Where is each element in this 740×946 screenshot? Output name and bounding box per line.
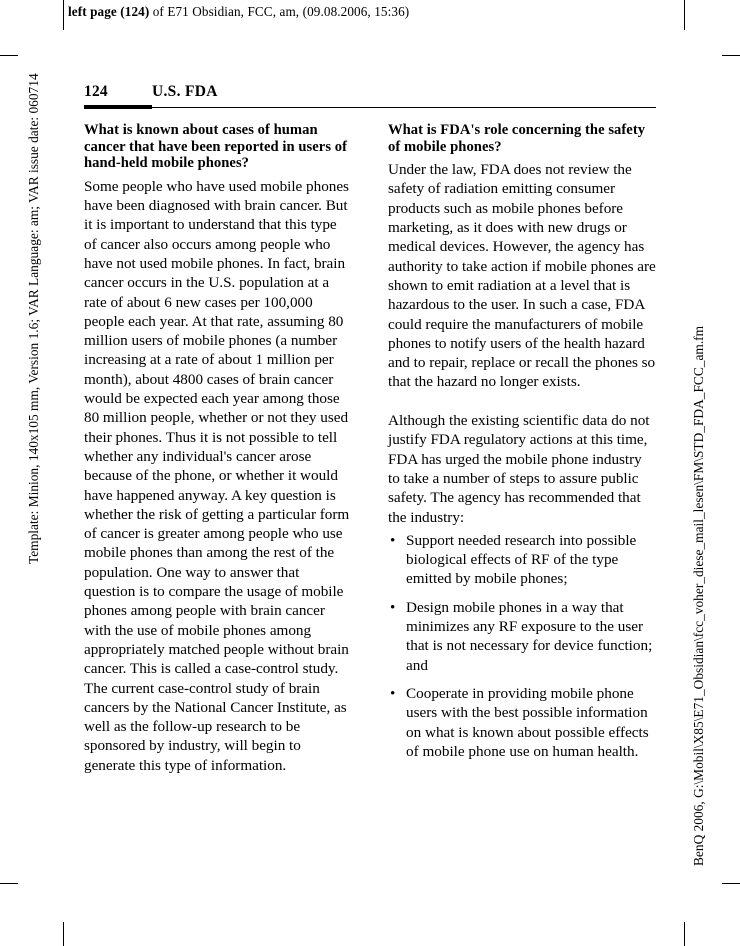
paragraph: Some people who have used mobile phones have been diagnosed with brain cancer. But it is important to understand that this type of cancer also occurs among people who have not used mobile phones. In fact, brain cancer occurs in the U.S. population at a rate of about 6 new cases per 100,000 people each year. At that rate, assuming 80 million users of mobile phones (a number increasing at a rate of about 1 million per month), about 4800 cases of brain cancer would be expected each year among those 80 million people, whether or not they used their phones. Thus it is not possible to tell whether any individual's cancer arose because of the phone, or whether it would have happened anyway. A key question is whether the risk of getting a particular form of cancer is greater among people who use mobile phones than among the rest of the population. One way to answer that question is to compare the usage of mobile phones among people with brain cancer with the use of mobile phones among appropriately matched people without brain cancer. This is called a case-control study. The current case-control study of brain cancers by the National Cancer Institute, as well as the follow-up research to be sponsored by industry, will begin to generate this type of information.	[84, 177, 350, 774]
paragraph: Under the law, FDA does not review the safety of radiation emitting consumer products such as mobile phones before marketing, as it does with new drugs or medical devices. However, the agency has authority to take action if mobile phones are shown to emit radiation at a level that is hazardous to the user. In such a case, FDA could require the manufacturers of mobile phones to notify users of the health hazard and to repair, replace or recall the phones so that the hazard no longer exists.	[388, 161, 656, 391]
crop-mark-right-lower	[722, 883, 740, 884]
list-item-text: Cooperate in providing mobile phone users with the best possible information on what is known about possible effects of mobile phone use on human health.	[406, 684, 649, 760]
crop-mark-right-upper	[722, 55, 740, 56]
paragraph: Although the existing scientific data do not justify FDA regulatory actions at this time, FDA has urged the mobile phone industry to take a number of steps to assure public safety. The agency has recommended that the industry:	[388, 412, 650, 526]
column-left	[84, 122, 352, 775]
bullet-icon: •	[390, 684, 396, 702]
running-head-rule	[84, 105, 656, 109]
crop-mark-left-lower	[0, 883, 18, 884]
printer-slug-top-bold: left page (124)	[68, 4, 150, 19]
list-item	[388, 531, 656, 589]
crop-mark-left-upper	[0, 55, 18, 56]
section-heading-left: What is known about cases of human cancer that have been reported in users of hand-held mobile phones?	[84, 122, 347, 172]
running-head-row	[84, 82, 656, 101]
section-heading-right: What is FDA's role concerning the safety of mobile phones?	[388, 122, 646, 155]
list-item	[388, 684, 656, 761]
printer-slug-top	[68, 4, 409, 20]
page-title: U.S. FDA	[152, 83, 218, 100]
crop-mark-top-right	[684, 0, 685, 30]
bullet-icon: •	[390, 598, 396, 616]
running-head-rule-thick	[84, 105, 152, 109]
body-columns	[84, 122, 656, 775]
bullet-icon: •	[390, 531, 396, 549]
list-item-text: Design mobile phones in a way that minimizes any RF exposure to the user that is not necessary for device function; and	[406, 598, 653, 674]
running-head-rule-thin	[84, 107, 656, 108]
list-item-text: Support needed research into possible biological effects of RF of the type emitted by mobile phones;	[406, 531, 637, 588]
printer-slug-right-vertical: BenQ 2006, G:\Mobil\X85\E71_Obsidian\fcc_voher_diese_mail_lesen\FM\STD_FDA_FCC_am.fm	[691, 325, 706, 866]
crop-mark-top-left	[63, 0, 64, 30]
crop-mark-bottom-left	[63, 922, 64, 946]
printer-slug-left-vertical: Template: Minion, 140x105 mm, Version 1.6; VAR Language: am; VAR issue date: 060714	[26, 73, 41, 564]
page-number: 124	[84, 83, 108, 100]
printer-slug-top-rest: of E71 Obsidian, FCC, am, (09.08.2006, 15:36)	[149, 4, 410, 19]
recommendation-list	[388, 531, 656, 761]
crop-mark-bottom-right	[684, 922, 685, 946]
column-right	[388, 122, 656, 775]
list-item	[388, 598, 656, 675]
running-head	[84, 82, 656, 109]
